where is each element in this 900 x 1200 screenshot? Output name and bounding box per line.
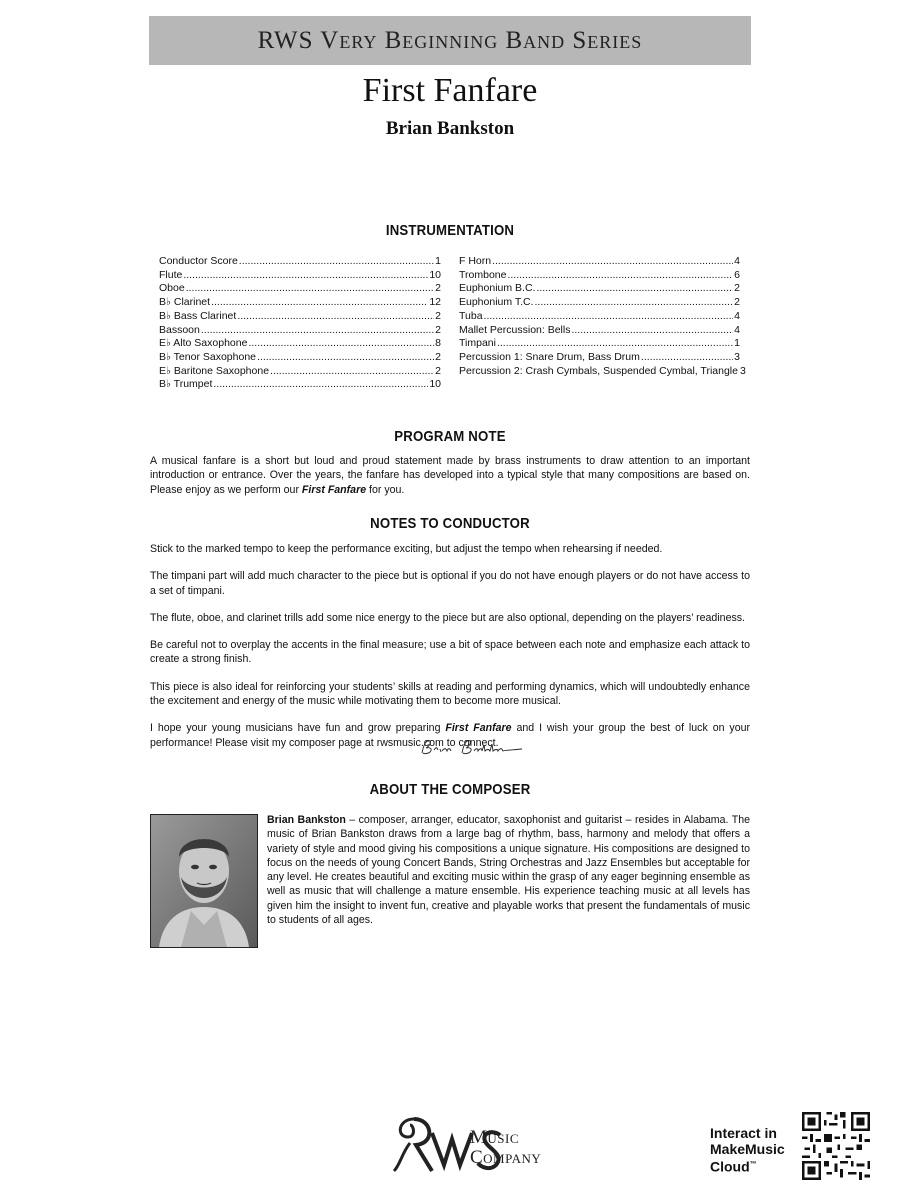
leader-dots (536, 282, 733, 296)
instrument-quantity: 6 (734, 268, 740, 281)
instrument-name: Tuba (459, 309, 483, 322)
instrument-quantity: 3 (734, 350, 740, 363)
instrument-row (459, 296, 740, 310)
instrument-name: E♭ Baritone Saxophone (159, 364, 270, 377)
instrument-quantity: 2 (734, 282, 740, 295)
instrument-name: B♭ Tenor Saxophone (159, 350, 256, 363)
instrument-row (159, 378, 441, 392)
instrument-row (159, 310, 441, 324)
instrument-quantity: 2 (435, 309, 441, 322)
instrumentation-heading: INSTRUMENTATION (385, 222, 515, 239)
about-composer-heading: ABOUT THE COMPOSER (369, 781, 531, 798)
instrument-quantity: 12 (429, 296, 441, 309)
instrument-name: Mallet Percussion: Bells (459, 323, 571, 336)
leader-dots (211, 296, 428, 310)
instrument-row (159, 282, 441, 296)
note-paragraph: I hope your young musicians have fun and grow preparing First Fanfare and I wish your group the best of luck on your performance! Please visit my composer page at rwsmusic.com to connect. (150, 722, 751, 749)
notes-to-conductor-heading: NOTES TO CONDUCTOR (370, 515, 530, 532)
instrument-quantity: 2 (435, 364, 441, 377)
program-note-text: A musical fanfare is a short but loud and proud statement made by brass instruments to draw attention to an important introduction or entrance. Over the years, the fanfare has developed into a typical style that many compositions are based on. Please enjoy as we perform our First Fanfare for you. (150, 455, 750, 496)
leader-dots (535, 296, 734, 310)
instrument-quantity: 2 (435, 350, 441, 363)
instrument-name: Bassoon (159, 323, 200, 336)
instrument-quantity: 1 (734, 337, 740, 350)
composer-signature (418, 735, 526, 759)
instrument-row (459, 337, 740, 351)
instrument-row (459, 310, 740, 324)
instrument-quantity: 8 (435, 337, 441, 350)
instrumentation-right-column (459, 255, 746, 378)
leader-dots (571, 324, 733, 338)
leader-dots (484, 310, 734, 324)
publisher-name: Music Company (470, 1127, 542, 1168)
instrument-quantity: 1 (435, 255, 441, 267)
instrument-row (459, 324, 740, 338)
instrument-row (459, 269, 740, 283)
instrument-row (159, 324, 441, 338)
instrument-row (159, 296, 441, 310)
instrument-name: B♭ Clarinet (159, 296, 211, 309)
instrument-row (459, 364, 746, 379)
instrument-row (459, 351, 740, 365)
instrument-quantity: 2 (435, 282, 441, 295)
leader-dots (270, 365, 434, 379)
instrument-name: B♭ Trumpet (159, 378, 213, 391)
instrument-name: Conductor Score (159, 255, 238, 267)
note-paragraph: This piece is also ideal for reinforcing your students’ skills at reading and performing dynamics, which will undoubtedly enhance the excitement and energy of the music while motivating them to become more musical. (150, 680, 750, 708)
instrument-name: Trombone (459, 268, 507, 281)
leader-dots (492, 255, 733, 269)
leader-dots (213, 378, 428, 392)
makemusic-cloud-label: Interact in MakeMusic Cloud™ (710, 1125, 785, 1175)
leader-dots (507, 269, 733, 283)
program-note-heading: PROGRAM NOTE (394, 428, 506, 445)
instrument-name: Flute (159, 268, 183, 281)
leader-dots (257, 351, 434, 365)
leader-dots (183, 269, 428, 283)
instrument-quantity: 10 (429, 378, 441, 391)
note-paragraph: The flute, oboe, and clarinet trills add some nice energy to the piece but are also optional, depending on the players’ readiness. (150, 611, 745, 624)
leader-dots (201, 324, 434, 338)
instrument-name: Euphonium B.C. (459, 282, 536, 295)
instrument-quantity: 2 (435, 323, 441, 336)
instrument-row (159, 337, 441, 351)
instrument-name: Percussion 2: Crash Cymbals, Suspended Cymbal, Triangle (459, 364, 738, 377)
leader-dots (497, 337, 733, 351)
instrument-name: F Horn (459, 255, 492, 267)
composer-name: Brian Bankston (385, 118, 515, 139)
qr-code[interactable] (802, 1112, 870, 1180)
composer-photo (150, 814, 258, 948)
instrument-row (159, 269, 441, 283)
bio-name: Brian Bankston (267, 814, 346, 826)
instrument-name: Timpani (459, 337, 496, 350)
leader-dots (186, 282, 434, 296)
piece-title-reference: First Fanfare (301, 483, 367, 496)
piece-title-reference: First Fanfare (445, 722, 512, 735)
instrument-name: Oboe (159, 282, 185, 295)
instrument-name: Euphonium T.C. (459, 296, 534, 309)
bio-text: – composer, arranger, educator, saxophonist and guitarist – resides in Alabama. The music of Brian Bankston draws from a large bag of rhythm, bass, harmony and melody that offers a variety of style and mood giving his compositions a unique signature. His compositions are designed to focus on the needs of young Concert Bands, String Orchestras and Jazz Ensembles but acceptable for any level. He creates beautiful and exciting music within the grasp of any eager beginning ensemble as well as music that will challenge a mature ensemble. His experience teaching music at all levels has given him the insight to invent fun, creative and playable works that present the fundamentals of music to students of all ages. (267, 814, 750, 927)
instrument-quantity: 4 (734, 309, 740, 322)
leader-dots (641, 351, 733, 365)
series-banner (149, 16, 751, 65)
note-paragraph: Stick to the marked tempo to keep the performance exciting, but adjust the tempo when rehearsing if needed. (150, 543, 663, 555)
instrument-name: B♭ Bass Clarinet (159, 309, 237, 322)
instrument-name: Percussion 1: Snare Drum, Bass Drum (459, 350, 640, 363)
instrument-quantity: 4 (734, 255, 740, 267)
instrument-quantity: 4 (734, 323, 740, 336)
instrument-quantity: 10 (429, 268, 441, 281)
instrument-row (459, 282, 740, 296)
leader-dots (239, 255, 434, 269)
instrument-row (159, 351, 441, 365)
leader-dots (237, 310, 434, 324)
instrument-row (159, 365, 441, 379)
notes-to-conductor-text (150, 542, 750, 763)
instrument-quantity: 2 (734, 296, 740, 309)
note-paragraph: Be careful not to overplay the accents in the final measure; use a bit of space between each note and emphasize each attack to create a strong finish. (150, 639, 750, 666)
instrument-row (159, 255, 441, 269)
instrument-row (459, 255, 740, 269)
instrument-quantity: 3 (739, 364, 746, 377)
leader-dots (248, 337, 434, 351)
piece-title: First Fanfare (362, 72, 538, 109)
note-paragraph: The timpani part will add much character to the piece but is optional if you do not have enough players or do not have access to a set of timpani. (150, 570, 750, 597)
instrumentation-left-column (159, 255, 441, 392)
series-title: RWS Very Beginning Band Series (257, 26, 643, 54)
composer-bio (267, 813, 750, 927)
instrument-name: E♭ Alto Saxophone (159, 337, 248, 350)
